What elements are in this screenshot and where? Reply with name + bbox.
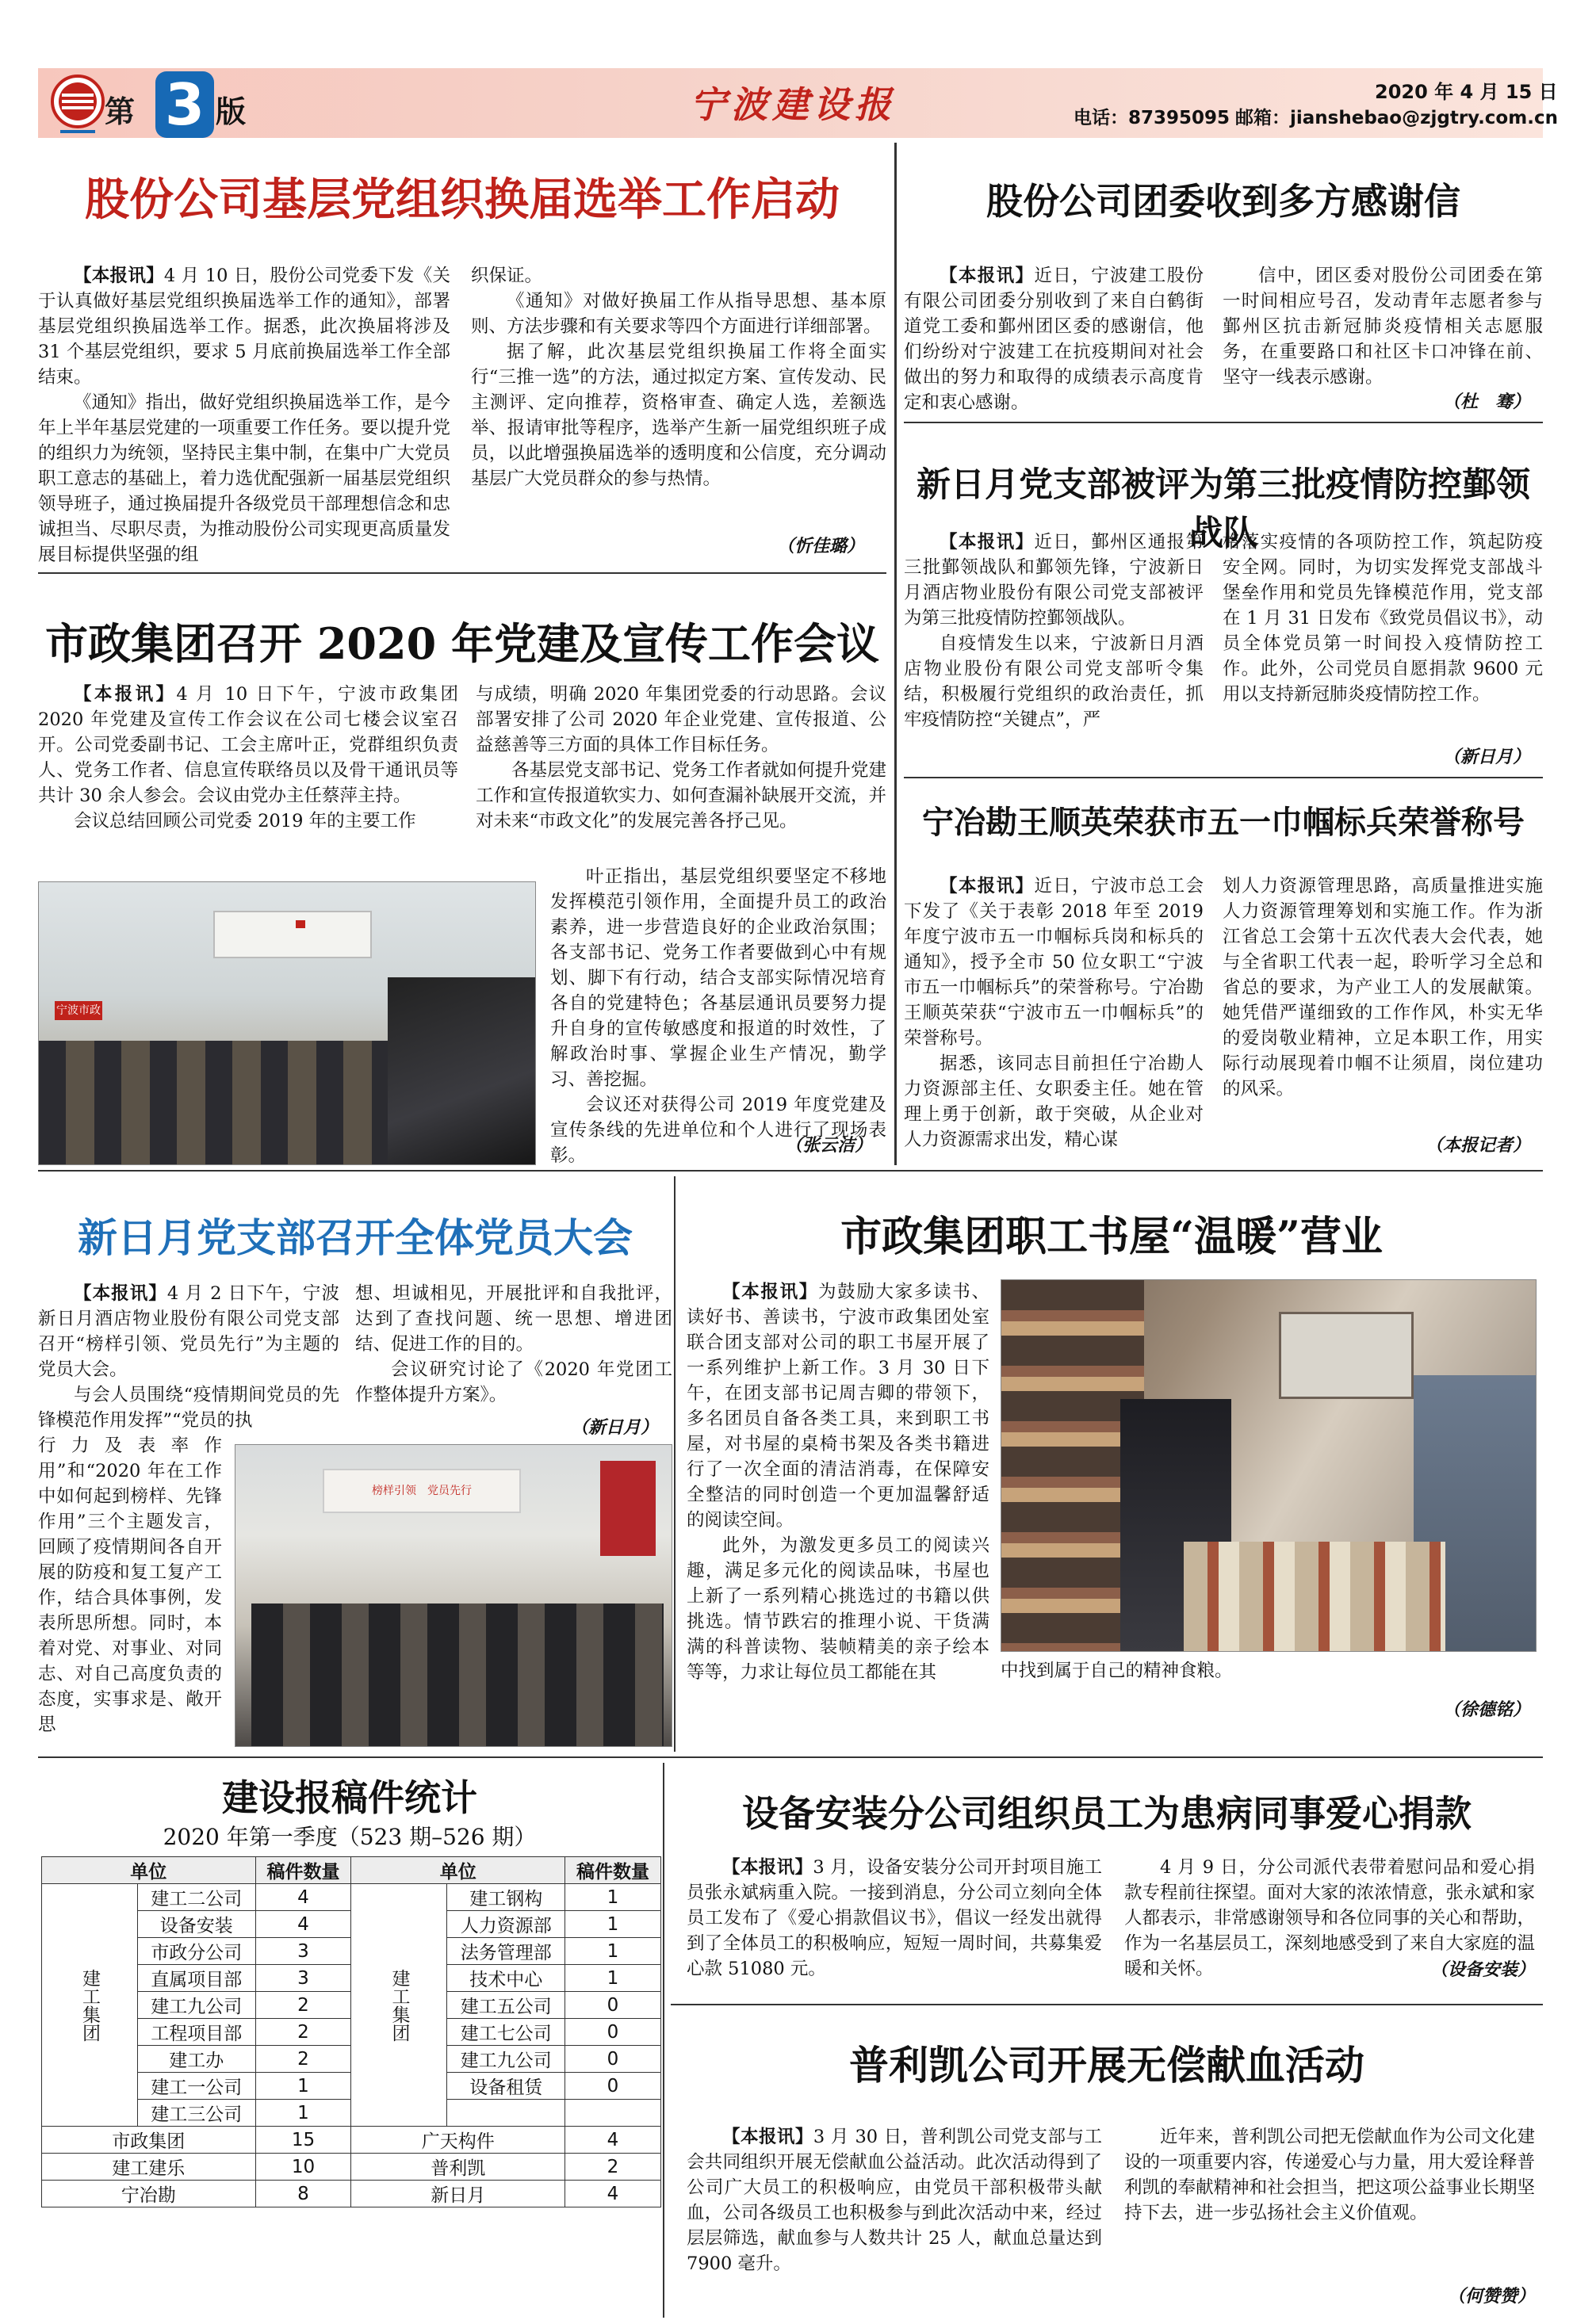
section-divider	[904, 777, 1543, 778]
paragraph: 叶正指出，基层党组织要坚定不移地发挥模范引领作用，全面提升员工的政治素养，进一步营造良好的企业政治氛围；各支部书记、党务工作者要做到心中有规划、脚下有行动，结合支部实际情况培育各自的党建特色；各基层通讯员要努力提升自身的宣传敏感度和报道的时效性，了解政治时事、掌握企业生产情况，勤学习、善挖掘。	[550, 866, 886, 1090]
table-cell: 新日月	[351, 2181, 565, 2207]
table-cell: 设备租赁	[447, 2073, 565, 2100]
article-column	[38, 682, 458, 834]
table-cell: 建工九公司	[447, 2046, 565, 2073]
paragraph: 与会人员围绕“疫情期间党员的先锋模范作用发挥”“党员的执	[38, 1385, 339, 1431]
article-column	[38, 1433, 222, 1737]
table-row	[42, 2181, 661, 2207]
table-cell: 4	[255, 1911, 351, 1938]
column-divider	[894, 143, 897, 1165]
article-title: 宁冶勘王顺英荣获市五一巾帼标兵荣誉称号	[922, 804, 1525, 841]
article-title: 市政集团召开 2020 年党建及宣传工作会议	[45, 618, 879, 669]
paragraph: 近年来，普利凯公司把无偿献血作为公司文化建设的一项重要内容，传递爱心与力量，用大爱诠释普利凯的奉献精神和社会担当，把这项公益事业长期坚持下去，进一步弘扬社会主义价值观。	[1124, 2127, 1535, 2223]
paragraph: 据悉，该同志目前担任宁冶勘人力资源部主任、女职委主任。她在管理上勇于创新，敢于突破，从企业对人力资源需求出发，精心谋	[904, 1053, 1204, 1150]
company-logo-icon	[41, 70, 114, 138]
news-tag: 【本报讯】	[940, 876, 1035, 896]
table-row	[42, 1884, 661, 1911]
byline: （何赞赞）	[1447, 2286, 1535, 2307]
page-prefix: 第	[105, 94, 136, 129]
article-column	[1223, 529, 1543, 707]
paragraph: 4 月 2 日下午，宁波新日月酒店物业股份有限公司党支部召开“榜样引领、党员先行”为主题的党员大会。	[38, 1283, 339, 1380]
table-cell: 1	[255, 2073, 351, 2100]
paragraph: 行力及表率作用”和“2020 年在工作中如何起到榜样、先锋作用”三个主题发言，回顾了疫情期间各自开展的防疫和复工复产工作，结合具体事例，发表所思所想。同时，本着对党、对事业、对同志、对自己高度负责的态度，实事求是、敞开思	[38, 1435, 222, 1735]
table-cell	[447, 2100, 565, 2127]
paragraph: 4 月 10 日下午，宁波市政集团 2020 年党建及宣传工作会议在公司七楼会议室召开。公司党委副书记、工会主席叶正，党群组织负责人、党务工作者、信息宣传联络员以及骨干通讯员等共计 30 余人参会。会议由党办主任蔡萍主持。	[38, 684, 458, 806]
page-suffix: 版	[216, 94, 247, 129]
books-table	[1184, 1542, 1445, 1652]
banner-sign: 宁波市政	[55, 1001, 102, 1020]
paragraph: 划人力资源管理思路，高质量推进实施人力资源管理筹划和实施工作。作为浙江省总工会第十五次代表大会代表，她与全省职工代表一起，聆听学习全总和省总的要求，为产业工人的发展献策。她凭借严谨细致的工作作风，朴实无华的爱岗敬业精神，立足本职工作，用实际行动展现着巾帼不让须眉，岗位建功的风采。	[1223, 876, 1543, 1099]
table-cell: 建工二公司	[138, 1884, 256, 1911]
header-cell: 单位	[42, 1857, 256, 1884]
byline: （张云洁）	[784, 1135, 872, 1156]
table-cell: 8	[255, 2181, 351, 2207]
meeting-banner: 榜样引领 党员先行	[323, 1469, 521, 1513]
article-column	[476, 682, 886, 834]
table-cell: 0	[565, 1992, 661, 2019]
table-cell: 1	[565, 1938, 661, 1965]
table-cell: 1	[255, 2100, 351, 2127]
article-column	[904, 529, 1204, 732]
article-title: 股份公司团委收到多方感谢信	[986, 180, 1460, 223]
paragraph: 《通知》指出，做好党组织换届选举工作，是今年上半年基层党建的一项重要工作任务。要以提升党的组织力为统领，坚持民主集中制，在集中广大党员职工意志的基础上，着力选优配强新一届基层党组织领导班子，通过换届提升各级党员干部理想信念和忠诚担当、尽职尽责，为推动股份公司实现更高质量发展目标提供坚强的组	[38, 392, 450, 565]
byline: （新日月）	[570, 1417, 658, 1438]
article-column	[1223, 873, 1543, 1102]
news-tag: 【本报讯】	[74, 684, 177, 705]
table-row	[42, 2154, 661, 2181]
paragraph: 《通知》对做好换届工作从指导思想、基本原则、方法步骤和有关要求等四个方面进行详细部署。	[471, 291, 886, 337]
article-column	[38, 263, 450, 568]
table-cell: 建工一公司	[138, 2073, 256, 2100]
article-column	[904, 263, 1204, 415]
table-cell: 建工三公司	[138, 2100, 256, 2127]
article-column	[550, 864, 886, 1168]
table-cell: 技术中心	[447, 1965, 565, 1992]
section-divider	[38, 1170, 1543, 1172]
article-column	[687, 1279, 989, 1685]
article-column	[1001, 1658, 1524, 1684]
article-column	[38, 1281, 339, 1433]
article-title: 新日月党支部召开全体党员大会	[78, 1215, 633, 1261]
table-cell: 工程项目部	[138, 2019, 256, 2046]
table-cell: 4	[565, 2127, 661, 2154]
table-cell: 宁冶勘	[42, 2181, 256, 2207]
table-cell	[565, 2100, 661, 2127]
article-title: 设备安装分公司组织员工为患病同事爱心捐款	[742, 1792, 1472, 1835]
paragraph: 近日，宁波建工股份有限公司团委分别收到了来自白鹤街道党工委和鄞州团区委的感谢信，他们纷纷对宁波建工在抗疫期间对社会做出的努力和取得的成绩表示高度肯定和衷心感谢。	[904, 266, 1204, 413]
paragraph: 为鼓励大家多读书、读好书、善读书，宁波市政集团处室联合团支部对公司的职工书屋开展了一系列维护上新工作。3 月 30 日下午，在团支部书记周吉卿的带领下，多名团员自备各类工具，来到职工书屋，对书屋的桌椅书架及各类书籍进行了一次全面的清洁消毒，在保障安全整洁的同时创造一个更加温馨舒适的阅读空间。	[687, 1282, 989, 1531]
table-cell: 市政分公司	[138, 1938, 256, 1965]
article-title: 股份公司基层党组织换届选举工作启动	[85, 174, 840, 226]
table-cell: 0	[565, 2073, 661, 2100]
page-number-badge: 3	[155, 71, 214, 138]
section-divider	[38, 572, 886, 574]
table-cell: 广天构件	[351, 2127, 565, 2154]
attendees	[251, 1603, 664, 1746]
stats-subtitle: 2020 年第一季度（523 期–526 期）	[163, 1824, 537, 1850]
table-cell: 直属项目部	[138, 1965, 256, 1992]
header-cell: 稿件数量	[255, 1857, 351, 1884]
paragraph: 织保证。	[471, 266, 543, 286]
byline: （新日月）	[1442, 747, 1530, 767]
paragraph: 各基层党支部书记、党务工作者就如何提升党建工作和宣传报道软实力、如何查漏补缺展开交流，并对未来“市政文化”的发展完善各抒己见。	[476, 760, 886, 831]
table-cell: 3	[255, 1965, 351, 1992]
byline: （设备安装）	[1429, 1959, 1535, 1980]
table-cell: 人力资源部	[447, 1911, 565, 1938]
projection-screen	[213, 911, 372, 958]
red-board	[600, 1461, 656, 1556]
paragraph: 3 月，设备安装分公司开封项目施工员张永斌病重入院。一接到消息，分公司立刻向全体员工发布了《爱心捐款倡议书》，倡议一经发出就得到了全体员工的积极响应，短短一周时间，共募集爱心款 51080 元。	[687, 1857, 1102, 1979]
article-title: 普利凯公司开展无偿献血活动	[849, 2042, 1364, 2089]
paragraph: 自疫情发生以来，宁波新日月酒店物业股份有限公司党支部听令集结，积极履行党组织的政治责任，抓牢疫情防控“关键点”，严	[904, 633, 1204, 730]
reading-room-photo	[1001, 1279, 1537, 1652]
table-cell: 3	[255, 1938, 351, 1965]
article-column	[1124, 2124, 1535, 2226]
paragraph: 想、坦诚相见，开展批评和自我批评，达到了查找问题、统一思想、增进团结、促进工作的目的。	[355, 1283, 672, 1355]
news-tag: 【本报讯】	[940, 266, 1035, 286]
paragraph: 4 月 9 日，分公司派代表带着慰问品和爱心捐款专程前往探望。面对大家的浓浓情意，张永斌和家人都表示，非常感谢领导和各位同事的关心和帮助，作为一名基层员工，深刻地感受到了来自大家庭的温暖和关怀。	[1124, 1857, 1535, 1979]
table-row	[42, 2127, 661, 2154]
header-cell: 单位	[351, 1857, 565, 1884]
section-divider	[671, 2004, 1543, 2005]
paragraph: 3 月 30 日，普利凯公司党支部与工会共同组织开展无偿献血公益活动。此次活动得到了公司广大员工的积极响应，由党员干部积极带头献血，公司各级员工也积极参与到此次活动中来，经过层层筛选，献血参与人数共计 25 人，献血总量达到 7900 毫升。	[687, 2127, 1102, 2274]
meeting-photo	[38, 881, 536, 1165]
article-title: 市政集团职工书屋“温暖”营业	[840, 1213, 1383, 1261]
news-tag: 【本报讯】	[940, 532, 1035, 552]
column-divider	[663, 1763, 664, 2318]
section-divider	[38, 1756, 1543, 1758]
email: 邮箱：jianshebao@zjgtry.com.cn	[1235, 108, 1558, 128]
article-column	[355, 1281, 672, 1408]
article-title: 新日月党支部被评为第三批疫情防控鄞领战队	[917, 465, 1530, 553]
byline: （杜 骞）	[1442, 392, 1530, 412]
table-cell: 设备安装	[138, 1911, 256, 1938]
table-cell: 10	[255, 2154, 351, 2181]
article-column	[904, 873, 1204, 1152]
table-cell: 建工七公司	[447, 2019, 565, 2046]
article-column	[687, 1855, 1102, 1982]
table-cell: 建工建乐	[42, 2154, 256, 2181]
paragraph: 据了解，此次基层党组织换届工作将全面实行“三推一选”的方法，通过拟定方案、宣传发动、民主测评、定向推荐，资格审查、确定人选，差额选举、报请审批等程序，选举产生新一届党组织班子成员，以此增强换届选举的透明度和公信度，充分调动基层广大党员群众的参与热情。	[471, 342, 886, 489]
stats-table	[41, 1856, 661, 2207]
table-cell: 15	[255, 2127, 351, 2154]
paragraph: 信中，团区委对股份公司团委在第一时间相应号召，发动青年志愿者参与鄞州区抗击新冠肺炎疫情相关志愿服务，在重要路口和社区卡口冲锋在前、坚守一线表示感谢。	[1223, 266, 1543, 388]
news-tag: 【本报讯】	[722, 2127, 813, 2147]
table-cell: 法务管理部	[447, 1938, 565, 1965]
issue-date: 2020 年 4 月 15 日	[1375, 81, 1558, 103]
table-cell: 建工五公司	[447, 1992, 565, 2019]
byline: （本报记者）	[1425, 1135, 1530, 1156]
group-label: 建工集团	[351, 1884, 447, 2127]
table-cell: 建工钢构	[447, 1884, 565, 1911]
news-tag: 【本报讯】	[74, 266, 164, 286]
paragraph: 会议还对获得公司 2019 年度党建及宣传条线的先进单位和个人进行了现场表彰。	[550, 1095, 886, 1166]
table-cell: 1	[565, 1884, 661, 1911]
table-cell: 建工九公司	[138, 1992, 256, 2019]
paragraph: 与成绩，明确 2020 年集团党委的行动思路。会议部署安排了公司 2020 年企业党建、宣传报道、公益慈善等三方面的具体工作目标任务。	[476, 684, 886, 755]
table-cell: 市政集团	[42, 2127, 256, 2154]
paragraph: 4 月 10 日，股份公司党委下发《关于认真做好基层党组织换届选举工作的通知》，部署基层党组织换届选举工作。据悉，此次换届将涉及 31 个基层党组织，要求 5 月底前换届选举工作全部结束。	[38, 266, 450, 388]
attendees-foreground	[388, 977, 536, 1165]
table-cell: 2	[255, 2046, 351, 2073]
emblem-icon	[296, 920, 305, 928]
byline: （忻佳璐）	[776, 536, 864, 556]
table-cell: 0	[565, 2019, 661, 2046]
paragraph: 近日，鄞州区通报第三批鄞领战队和鄞领先锋，宁波新日月酒店物业股份有限公司党支部被评为第三批疫情防控鄞领战队。	[904, 532, 1204, 629]
table-cell: 2	[565, 2154, 661, 2181]
group-label: 建工集团	[42, 1884, 138, 2127]
table-cell: 普利凯	[351, 2154, 565, 2181]
masthead: 宁波建设报	[690, 83, 896, 126]
phone: 电话：87395095	[1074, 108, 1230, 128]
table-cell: 4	[255, 1884, 351, 1911]
party-meeting-photo	[235, 1444, 672, 1747]
article-column	[471, 263, 886, 491]
table-header-row	[42, 1857, 661, 1884]
column-divider	[674, 1176, 676, 1752]
article-column	[687, 2124, 1102, 2276]
wall-frame	[1279, 1312, 1414, 1399]
news-tag: 【本报讯】	[722, 1282, 818, 1302]
table-cell: 2	[255, 1992, 351, 2019]
news-tag: 【本报讯】	[722, 1857, 813, 1878]
paragraph: 格落实疫情的各项防控工作，筑起防疫安全网。同时，为切实发挥党支部战斗堡垒作用和党员先锋模范作用，党支部在 1 月 31 日发布《致党员倡议书》，动员全体党员第一时间投入疫情防控工作。此外，公司党员自愿捐款 9600 元用以支持新冠肺炎疫情防控工作。	[1223, 532, 1543, 705]
table-cell: 1	[565, 1911, 661, 1938]
table-cell: 0	[565, 2046, 661, 2073]
paragraph: 中找到属于自己的精神食粮。	[1001, 1661, 1233, 1681]
paragraph: 此外，为激发更多员工的阅读兴趣，满足多元化的阅读品味，书屋也上新了一系列精心挑选过的书籍以供挑选。情节跌宕的推理小说、干货满满的科普读物、装帧精美的亲子绘本等等，力求让每位员工都能在其	[687, 1535, 989, 1683]
table-cell: 建工办	[138, 2046, 256, 2073]
paragraph: 近日，宁波市总工会下发了《关于表彰 2018 年至 2019 年度宁波市五一巾帼标兵岗和标兵的通知》，授予全市 50 位女职工“宁波市五一巾帼标兵”的荣誉称号。宁冶勘王顺英荣获“宁波市五一巾帼标兵”的荣誉称号。	[904, 876, 1204, 1049]
article-column	[1223, 263, 1543, 390]
header-cell: 稿件数量	[565, 1857, 661, 1884]
paragraph: 会议研究讨论了《2020 年党团工作整体提升方案》。	[355, 1359, 672, 1405]
byline: （徐德铭）	[1442, 1699, 1530, 1720]
table-cell: 1	[565, 1965, 661, 1992]
section-divider	[904, 422, 1543, 423]
news-tag: 【本报讯】	[74, 1283, 167, 1304]
stats-title: 建设报稿件统计	[222, 1776, 477, 1819]
table-cell: 2	[255, 2019, 351, 2046]
table-cell: 4	[565, 2181, 661, 2207]
paragraph: 会议总结回顾公司党委 2019 年的主要工作	[74, 811, 416, 831]
